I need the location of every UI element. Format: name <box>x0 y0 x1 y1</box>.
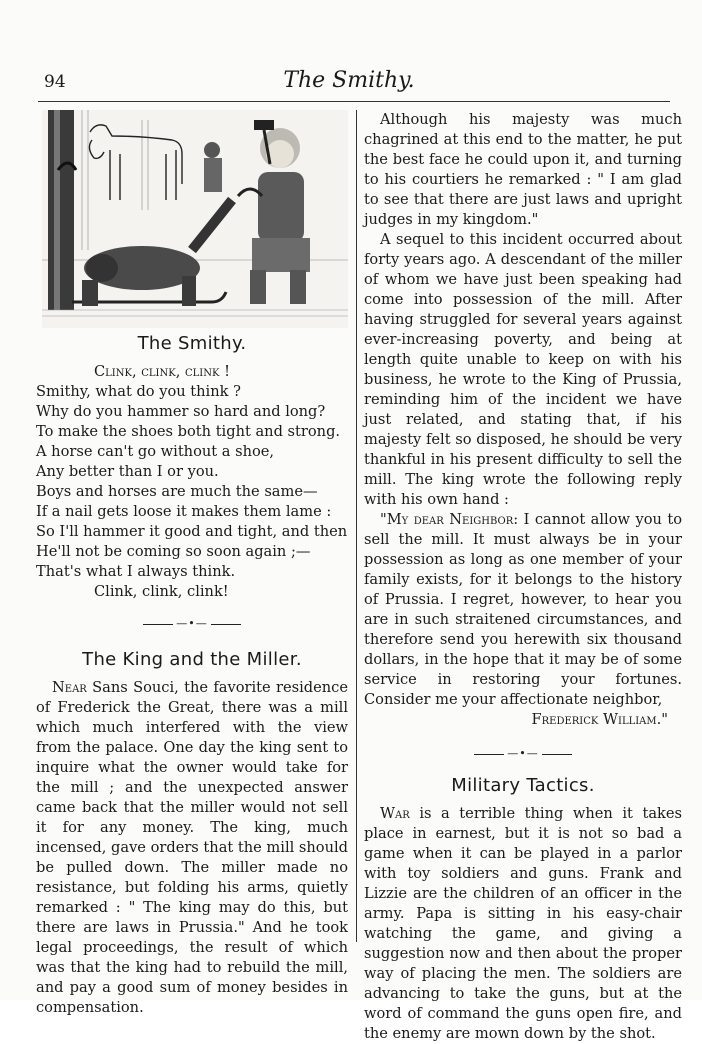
king-letter: "My dear Neighbor: I cannot allow you to sell the mill. It must always be in your possession as long as one member of your family exists, for it belongs to the history of Prussia. I regret, however, to hear you are in such straitened circumstances, and therefore send you herewith six thousand dollars, in the hope that it may be of some service in restoring your fortunes. Consider me your affectionate neighbor, <box>364 511 683 708</box>
smithy-poem <box>36 362 348 602</box>
page-header <box>44 70 654 100</box>
letter-salutation: "My dear Neighbor <box>380 511 514 528</box>
poem-line: He'll not be coming so soon again ;— <box>36 543 311 560</box>
header-rule <box>38 101 670 102</box>
poem-line: A horse can't go without a shoe, <box>36 443 275 460</box>
poem-line: Clink, clink, clink ! <box>94 363 230 380</box>
poem-line: Smithy, what do you think ? <box>36 383 241 400</box>
smithy-title: The Smithy. <box>137 333 247 354</box>
drop-lead-word: War <box>380 805 410 822</box>
right-column <box>364 110 682 1044</box>
military-tactics-paragraph: War is a terrible thing when it takes place in earnest, but it is not so bad a game when it can be played in a parlor with toy soldiers and guns. Frank and Lizzie are the children of an officer in the army. Papa is sitting in his easy-chair watching the game, and giving a suggestion now and then about the proper way of placing the men. The soldiers are advancing to take the guns, but at the word of command the guns open fire, and the enemy are mown down by the shot. <box>364 805 682 1042</box>
poem-line: If a nail gets loose it makes them lame : <box>36 503 332 520</box>
column-divider <box>356 110 357 942</box>
left-column <box>36 110 348 1018</box>
section-ornament: —•— <box>364 744 682 764</box>
poem-line: Boys and horses are much the same— <box>36 483 318 500</box>
running-title: The Smithy. <box>283 68 415 93</box>
poem-line: So I'll hammer it good and tight, and then <box>36 523 348 540</box>
poem-line: Why do you hammer so hard and long? <box>36 403 326 420</box>
smithy-engraving-illustration <box>42 110 348 328</box>
king-miller-title: The King and the Miller. <box>82 649 302 670</box>
king-miller-paragraph-3: A sequel to this incident occurred about forty years ago. A descendant of the miller of whom we have just been speaking had come into possession of the mill. After having struggled for several years against ever-increasing poverty, and being at length quite unable to keep on with his business, he wrote to the King of Prussia, reminding him of the incident we have just related, and stating that, if his majesty felt so disposed, he should be very thankful in his present difficulty to sell the mill. The king wrote the following reply with his own hand : <box>364 231 682 508</box>
military-tactics-title: Military Tactics. <box>451 775 595 796</box>
king-miller-paragraph: Near Sans Souci, the favorite residence of Frederick the Great, there was a mill which much interfered with the view from the palace. One day the king sent to inquire what the owner would take for the mill ; and the unexpected answer came back that the miller would not sell it for any money. The king, much incensed, gave orders that the mill should be pulled down. The miller made no resistance, but folding his arms, quietly remarked : " The king may do this, but there are laws in Prussia." And he took legal proceedings, the result of which was that the king had to rebuild the mill, and pay a good sum of money besides in compensation. <box>36 679 348 1016</box>
poem-line: Any better than I or you. <box>36 463 219 480</box>
section-ornament: —•— <box>36 614 348 634</box>
drop-lead-word: Near <box>52 679 87 696</box>
poem-line: Clink, clink, clink! <box>94 583 229 600</box>
poem-line: That's what I always think. <box>36 563 236 580</box>
king-miller-paragraph-2: Although his majesty was much chagrined at this end to the matter, he put the best face he could upon it, and turning to his courtiers he remarked : " I am glad to see that there are just laws and upright judges in my kingdom." <box>364 111 682 228</box>
letter-signature: Frederick William." <box>531 711 668 728</box>
page-number: 94 <box>44 72 66 92</box>
poem-line: To make the shoes both tight and strong. <box>36 423 341 440</box>
